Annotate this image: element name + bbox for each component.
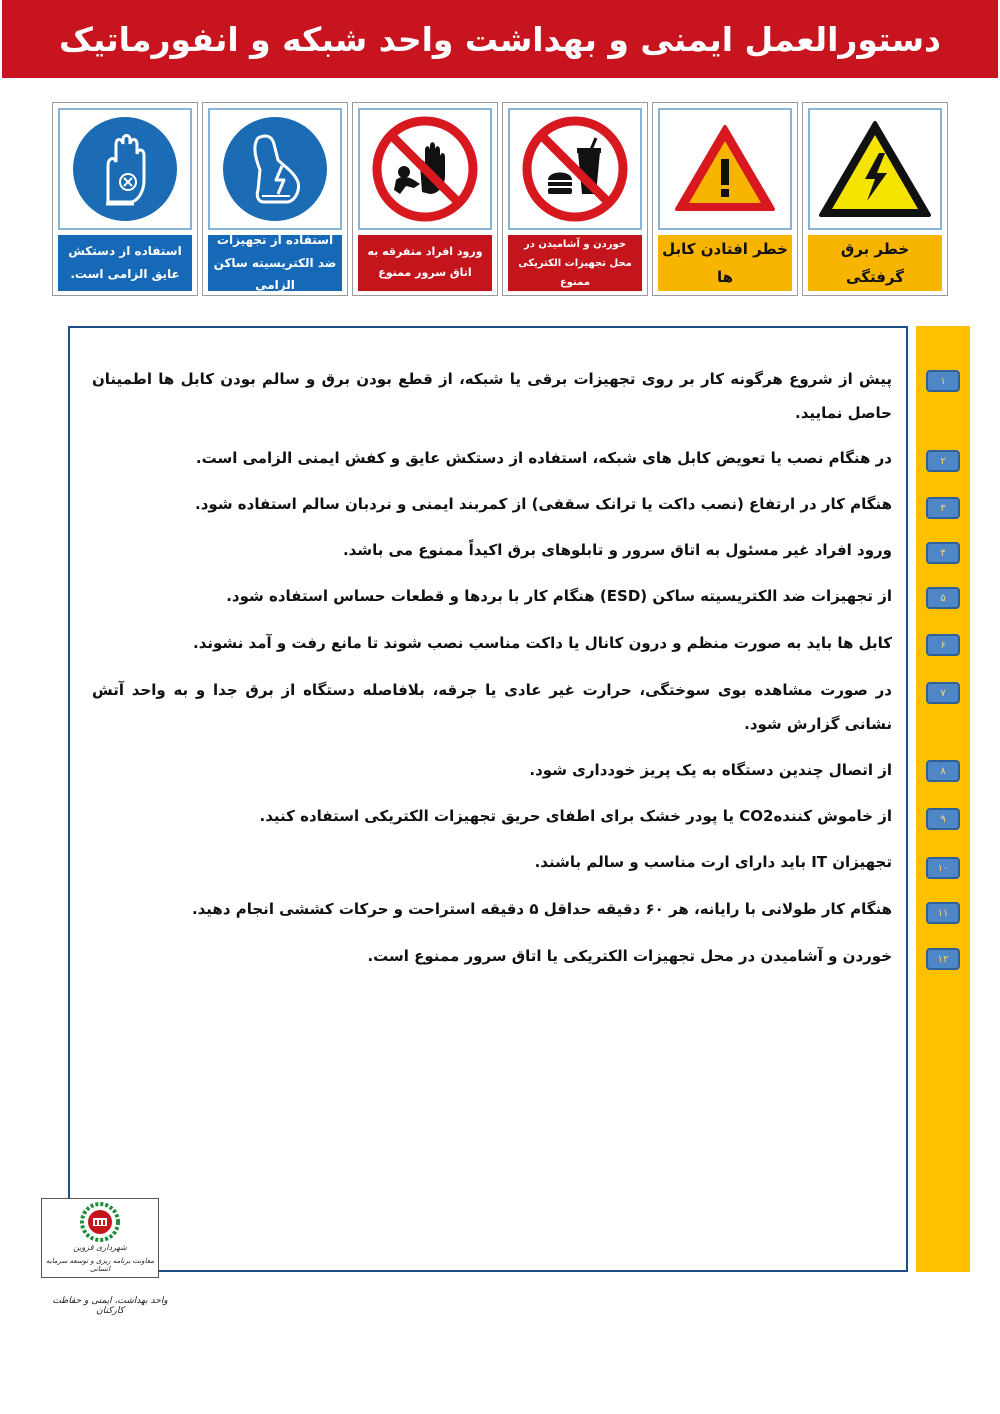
antistatic-shoe-icon: [220, 114, 330, 224]
municipality-logo: [41, 1198, 159, 1278]
instruction-item: از اتصال چندین دستگاه به یک پریز خودداری شود.: [529, 761, 892, 779]
item-number: ۲: [926, 450, 960, 472]
instruction-item: در هنگام نصب یا تعویض کابل های شبکه، استفاده از دستکش عایق و کفش ایمنی الزامی است.: [195, 449, 892, 467]
sign-label: خوردن و آشامیدن در محل تجهیزات الکتریکی ممنوع: [508, 235, 642, 291]
item-number: ۱: [926, 370, 960, 392]
footer-unit-name: واحد بهداشت، ایمنی و حفاظت کارکنان: [52, 1296, 168, 1316]
insulated-gloves-icon: [70, 114, 180, 224]
sign-label: خطر برق گرفتگی: [808, 235, 942, 291]
logo-line-deputy: معاونت برنامه ریزی و توسعه سرمایه انسانی: [46, 1257, 154, 1273]
sign-label: خطر افتادن کابل ها: [658, 235, 792, 291]
item-number: ۷: [926, 682, 960, 704]
safety-signs-row: [52, 102, 947, 298]
sign-label: استفاده از دستکش عایق الزامی است.: [58, 235, 192, 291]
instruction-item: تجهیزان IT باید دارای ارت مناسب و سالم باشند.: [534, 853, 892, 871]
instruction-item: هنگام کار طولانی با رایانه، هر ۶۰ دقیقه حداقل ۵ دقیقه استراحت و حرکات کششی انجام دهید.: [191, 900, 892, 918]
sign-no-entry: [352, 102, 498, 296]
instruction-item: از تجهیزات ضد الکتریسیته ساکن (ESD) هنگام کار با بردها و قطعات حساس استفاده شود.: [226, 587, 892, 605]
item-number: ۴: [926, 542, 960, 564]
logo-line-municipality: شهرداری قزوین: [73, 1243, 127, 1252]
sign-electric-shock: [802, 102, 948, 296]
instruction-item: پیش از شروع هرگونه کار بر روی تجهیزات برقی یا شبکه، از قطع بودن برق و سالم بودن کابل ها اطمینان حاصل نمایید.: [92, 370, 892, 422]
title-bar: [2, 0, 998, 78]
instruction-item: در صورت مشاهده بوی سوختگی، حرارت غیر عادی یا جرقه، بلافاصله دستگاه از برق جدا و به واحد آتش نشانی گزارش شود.: [92, 681, 892, 733]
item-number: ۱۲: [926, 948, 960, 970]
sign-no-food-drink: [502, 102, 648, 296]
item-number: ۹: [926, 808, 960, 830]
item-number: ۱۱: [926, 902, 960, 924]
no-food-drink-icon: [520, 114, 630, 224]
item-number: ۳: [926, 497, 960, 519]
instruction-item: هنگام کار در ارتفاع (نصب داکت یا ترانک سقفی) از کمربند ایمنی و نردبان سالم استفاده شود.: [195, 495, 892, 513]
sign-insulated-gloves: [52, 102, 198, 296]
instruction-item: ورود افراد غیر مسئول به اتاق سرور و تابلوهای برق اکیداً ممنوع می باشد.: [342, 541, 892, 559]
sign-cable-fall: [652, 102, 798, 296]
item-number: ۵: [926, 587, 960, 609]
item-number: ۶: [926, 634, 960, 656]
high-voltage-icon: [817, 117, 933, 221]
instruction-item: خوردن و آشامیدن در محل تجهیزات الکتریکی یا اتاق سرور ممنوع است.: [367, 947, 892, 965]
instruction-item: از خاموش کنندهCO2 یا پودر خشک برای اطفای حریق تجهیزات الکتریکی استفاده کنید.: [259, 807, 892, 825]
municipality-emblem-icon: [80, 1202, 120, 1242]
sign-label: ورود افراد متفرقه به اتاق سرور ممنوع: [358, 235, 492, 291]
no-entry-hand-icon: [370, 114, 480, 224]
item-number: ۱۰: [926, 857, 960, 879]
sign-antistatic: [202, 102, 348, 296]
page-title: دستورالعمل ایمنی و بهداشت واحد شبکه و انفورماتیک: [59, 19, 941, 59]
sign-label: استفاده از تجهیزات ضد الکتریسیته ساکن الزامی: [208, 235, 342, 291]
instruction-item: کابل ها باید به صورت منظم و درون کانال یا داکت مناسب نصب شوند تا مانع رفت و آمد نشوند.: [193, 634, 892, 652]
item-number: ۸: [926, 760, 960, 782]
warning-exclamation-icon: [670, 119, 780, 219]
